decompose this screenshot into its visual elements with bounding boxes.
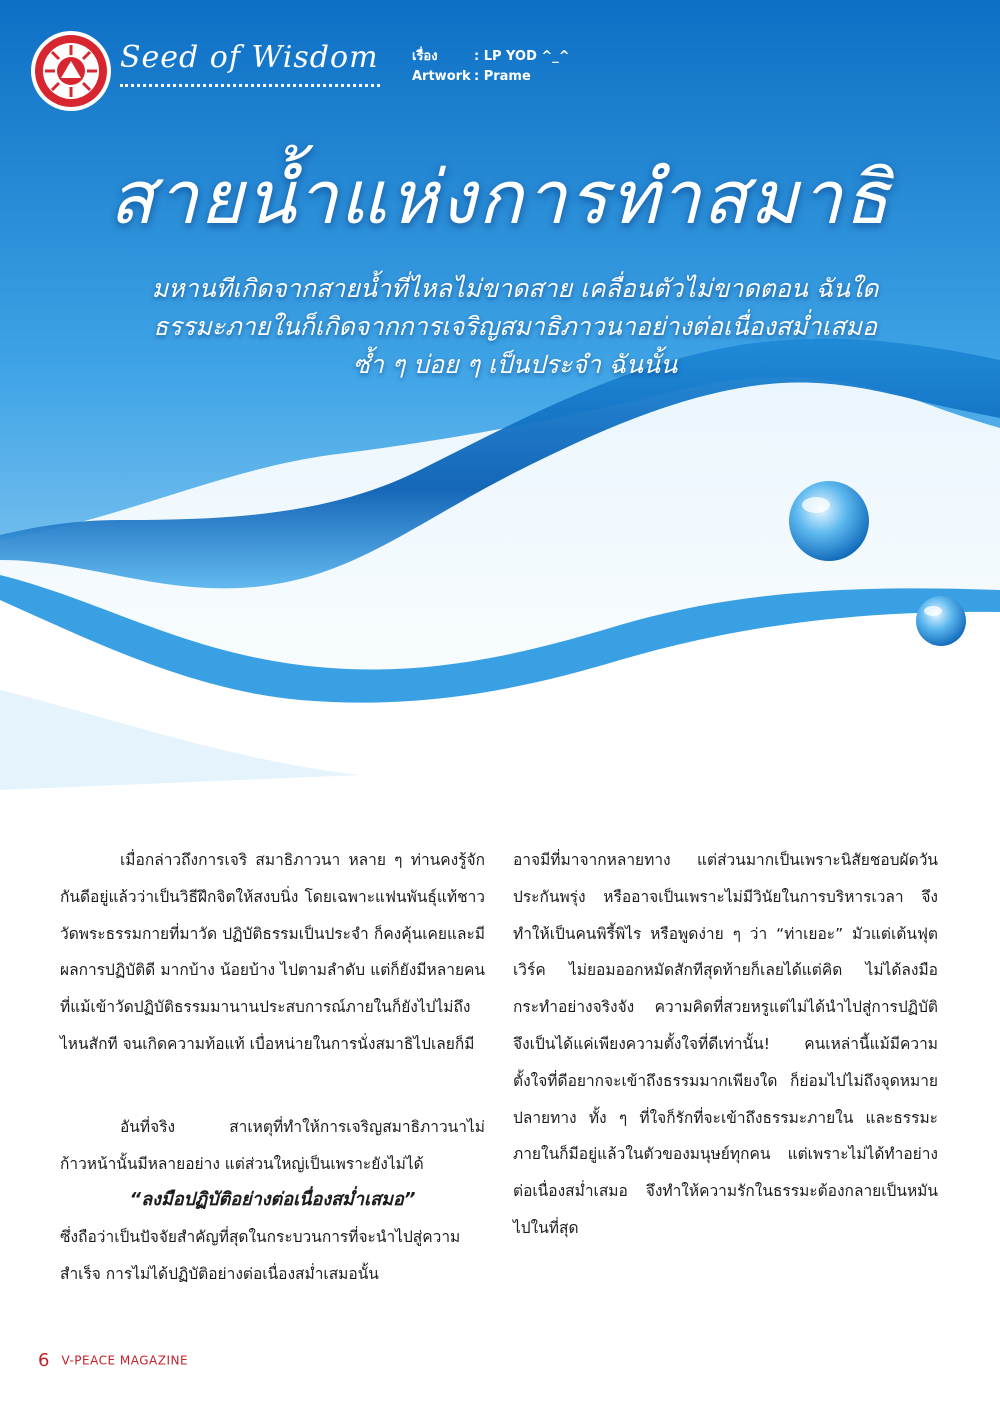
body-column-left — [60, 842, 485, 1293]
magazine-name: V-PEACE MAGAZINE — [61, 1353, 189, 1368]
artwork-label: Artwork — [412, 69, 471, 84]
pull-quote: “ลงมือปฏิบัติอย่างต่อเนื่องสม่ำเสมอ” — [129, 1189, 416, 1211]
credits — [412, 47, 570, 87]
page-footer — [38, 1350, 188, 1371]
story-label: เรื่อง — [412, 49, 438, 64]
artwork-value: : Prame — [474, 69, 531, 84]
body-column-right — [513, 842, 938, 1247]
paragraph: อาจมีที่มาจากหลายทาง แต่ส่วนมากเป็นเพราะนิสัยชอบผัดวันประกันพรุ่ง หรืออาจเป็นเพราะไม่มีวินัยในการบริหารเวลา จึงทำให้เป็นคนพิรี้พิไร หรือพูดง่าย ๆ ว่า “ท่าเยอะ” มัวแต่เต้นฟุตเวิร์ค ไม่ยอมออกหมัดสักทีสุดท้ายก็เลยได้แต่คิด ไม่ได้ลงมือกระทำอย่างจริงจัง ความคิดที่สวยหรูแต่ไม่ได้นำไปสู่การปฏิบัติ จึงเป็นได้แค่เพียงความตั้งใจที่ดีเท่านั้น! คนเหล่านี้แม้มีความตั้งใจที่ดีอยากจะเข้าถึงธรรมมากเพียงใด ก็ย่อมไปไม่ถึงจุดหมายปลายทาง ทั้ง ๆ ที่ใจก็รักที่จะเข้าถึงธรรมะภายใน และธรรมะภายในก็มีอยู่แล้วในตัวของมนุษย์ทุกคน แต่เพราะไม่ได้ทำอย่างต่อเนื่องสม่ำเสมอ จึงทำให้ความรักในธรรมะต้องกลายเป็นหมันไปในที่สุด — [513, 851, 938, 1237]
credit-artwork — [412, 67, 570, 87]
subtitle-line: มหานทีเกิดจากสายน้ำที่ไหลไม่ขาดสาย เคลื่อนตัวไม่ขาดตอน ฉันใด — [151, 274, 879, 303]
magazine-logo — [30, 30, 112, 112]
subtitle-line: ธรรมะภายในก็เกิดจากการเจริญสมาธิภาวนาอย่างต่อเนื่องสม่ำเสมอ — [153, 312, 877, 341]
sunburst-emblem-icon — [30, 30, 112, 112]
article-title: สายน้ำแห่งการทำสมาธิ — [109, 155, 891, 241]
section-dotted-rule — [120, 84, 380, 87]
section-name: Seed of Wisdom — [120, 40, 379, 75]
paragraph: ซึ่งถือว่าเป็นปัจจัยสำคัญที่สุดในกระบวนการที่จะนำไปสู่ความสำเร็จ การไม่ได้ปฏิบัติอย่างต่อเนื่องสม่ำเสมอนั้น — [60, 1228, 461, 1283]
page-number: 6 — [38, 1350, 50, 1371]
paragraph: อันที่จริง สาเหตุที่ทำให้การเจริญสมาธิภาวนาไม่ก้าวหน้านั้นมีหลายอย่าง แต่ส่วนใหญ่เป็นเพราะยังไม่ได้ — [60, 1117, 485, 1173]
story-value: : LP YOD ^_^ — [474, 49, 570, 64]
water-drop-small — [916, 596, 966, 646]
water-drop-large — [789, 481, 869, 561]
credit-story — [412, 47, 570, 67]
subtitle-line: ซ้ำ ๆ บ่อย ๆ เป็นประจำ ฉันนั้น — [352, 350, 678, 379]
article-subtitle — [120, 270, 910, 384]
paragraph: เมื่อกล่าวถึงการเจริ สมาธิภาวนา หลาย ๆ ท่านคงรู้จักกันดีอยู่แล้วว่าเป็นวิธีฝึกจิตให้สงบนิ่ง โดยเฉพาะแฟนพันธุ์แท้ชาววัดพระธรรมกายที่มาวัด ปฏิบัติธรรมเป็นประจำ ก็คงคุ้นเคยและมีผลการปฏิบัติดี มากบ้าง น้อยบ้าง ไปตามลำดับ แต่ก็ยังมีหลายคนที่แม้เข้าวัดปฏิบัติธรรมมานานประสบการณ์ภายในก็ยังไปไม่ถึงไหนสักที จนเกิดความท้อแท้ เบื่อหน่ายในการนั่งสมาธิไปเลยก็มี — [60, 851, 485, 1053]
